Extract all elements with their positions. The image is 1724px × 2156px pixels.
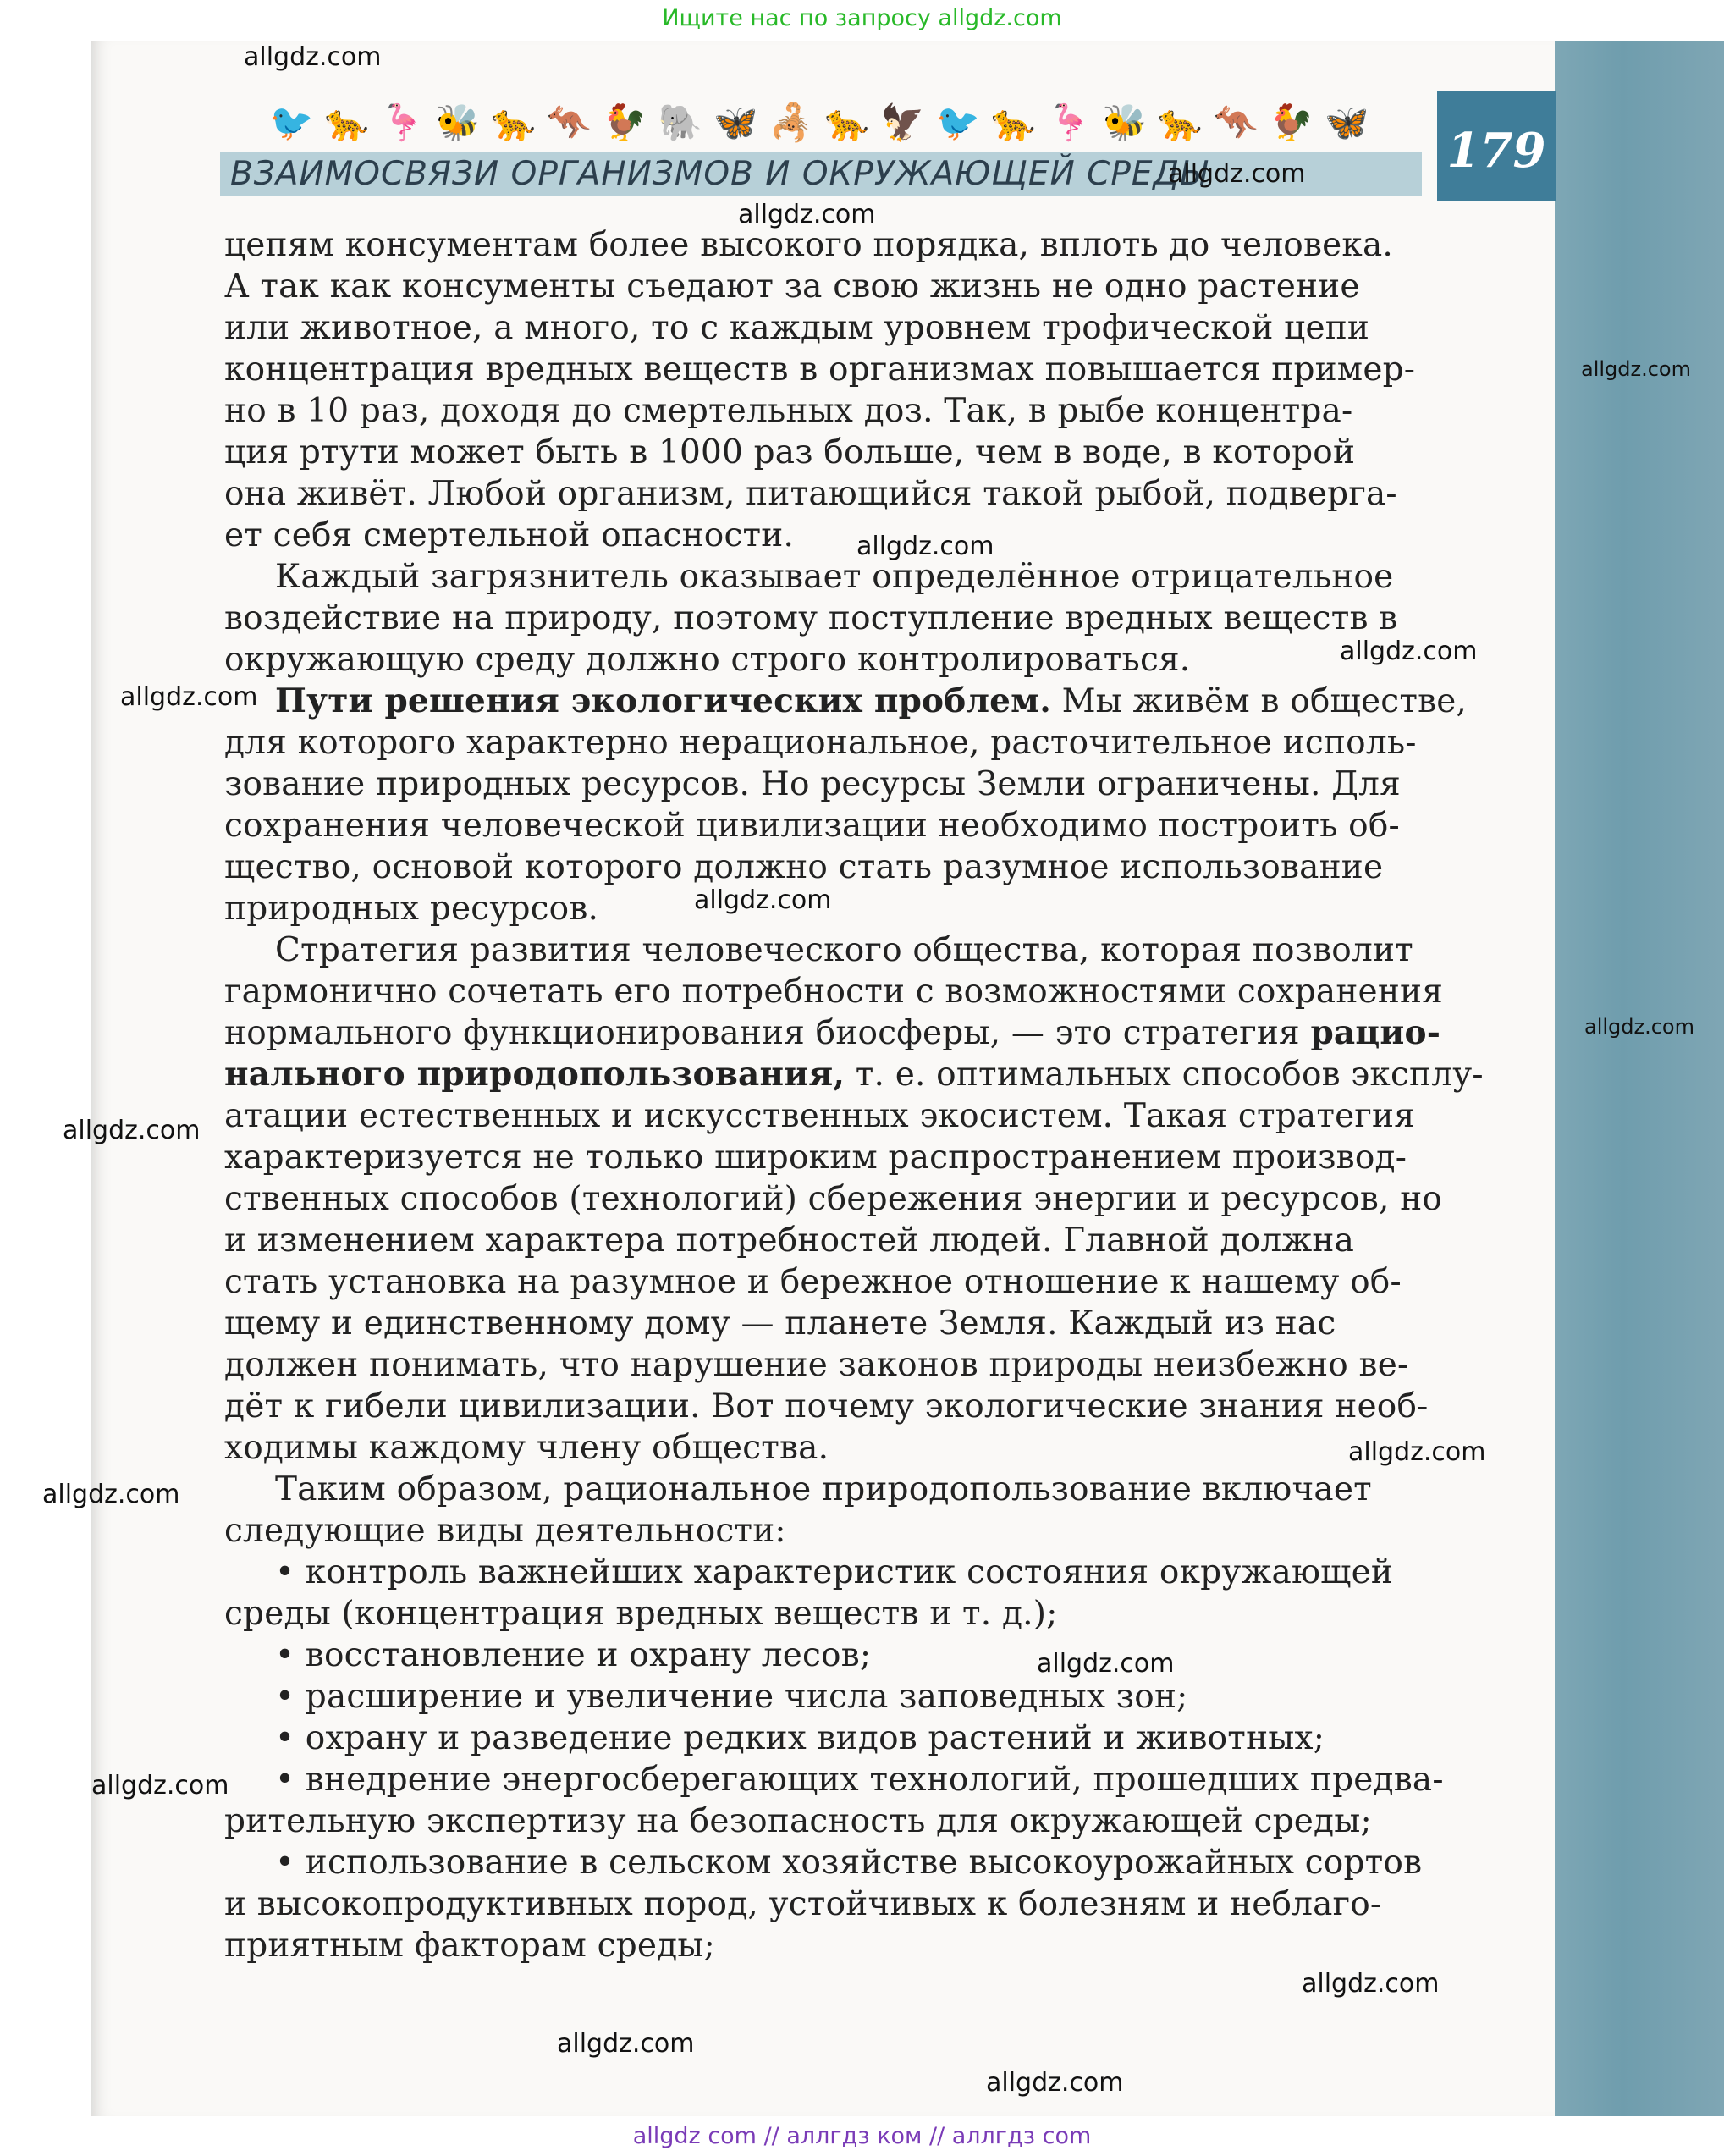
line-text: гармонично сочетать его потребности с возможностями сохранения bbox=[224, 973, 1444, 1011]
line-text: воздействие на природу, поэтому поступление вредных веществ в bbox=[224, 599, 1398, 637]
line-text: нормального функционирования биосферы, — это стратегия bbox=[224, 1014, 1311, 1052]
watermark: allgdz.com bbox=[986, 2068, 1124, 2098]
text-line bbox=[224, 266, 1539, 307]
watermark: allgdz.com bbox=[1302, 1969, 1440, 1999]
line-text: для которого характерно нерациональное, расточительное исполь- bbox=[224, 724, 1417, 762]
text-line bbox=[224, 1469, 1539, 1510]
line-text: приятным факторам среды; bbox=[224, 1927, 715, 1965]
text-line bbox=[224, 1552, 1539, 1593]
line-text: цепям консументам более высокого порядка, вплоть до человека. bbox=[224, 226, 1394, 264]
text-line bbox=[224, 1095, 1539, 1137]
watermark: allgdz.com bbox=[856, 532, 994, 561]
text-line bbox=[224, 1220, 1539, 1261]
right-colored-strip bbox=[1555, 41, 1724, 2116]
line-text: атации естественных и искусственных экосистем. Такая стратегия bbox=[224, 1097, 1416, 1135]
text-line bbox=[224, 224, 1539, 266]
text-line bbox=[224, 805, 1539, 846]
text-line bbox=[224, 1635, 1539, 1676]
text-line bbox=[224, 1137, 1539, 1178]
line-text: т. е. оптимальных способов эксплу- bbox=[845, 1056, 1484, 1094]
text-line bbox=[224, 846, 1539, 888]
line-text: но в 10 раз, доходя до смертельных доз. Так, в рыбе концентра- bbox=[224, 392, 1353, 430]
chapter-title: ВЗАИМОСВЯЗИ ОРГАНИЗМОВ И ОКРУЖАЮЩЕЙ СРЕДЫ bbox=[230, 155, 1208, 193]
text-line bbox=[224, 1012, 1539, 1054]
line-text: ходимы каждому члену общества. bbox=[224, 1429, 829, 1467]
line-text: окружающую среду должно строго контролироваться. bbox=[224, 641, 1191, 679]
text-line bbox=[224, 390, 1539, 432]
text-line bbox=[224, 971, 1539, 1012]
text-line bbox=[224, 1842, 1539, 1883]
text-line bbox=[224, 1054, 1539, 1095]
line-text: она живёт. Любой организм, питающийся такой рыбой, подверга- bbox=[224, 475, 1397, 513]
line-text: характеризуется не только широким распространением производ- bbox=[224, 1139, 1407, 1177]
watermark: allgdz.com bbox=[63, 1116, 201, 1145]
bold-text: нального природопользования, bbox=[224, 1055, 845, 1094]
line-text: следующие виды деятельности: bbox=[224, 1512, 786, 1550]
line-text: дёт к гибели цивилизации. Вот почему экологические знания необ- bbox=[224, 1387, 1429, 1425]
text-line bbox=[224, 1344, 1539, 1386]
line-text: ет себя смертельной опасности. bbox=[224, 516, 795, 554]
text-line bbox=[224, 1676, 1539, 1718]
watermark: allgdz.com bbox=[1584, 1015, 1694, 1039]
text-line bbox=[224, 1303, 1539, 1344]
top-banner: Ищите нас по запросу allgdz.com bbox=[662, 5, 1062, 31]
line-text: должен понимать, что нарушение законов природы неизбежно ве- bbox=[224, 1346, 1409, 1384]
text-line bbox=[224, 1593, 1539, 1635]
line-text: Мы живём в обществе, bbox=[1051, 682, 1468, 720]
watermark: allgdz.com bbox=[120, 682, 258, 712]
page-number-box bbox=[1437, 91, 1556, 201]
line-text: Каждый загрязнитель оказывает определённое отрицательное bbox=[275, 558, 1394, 596]
text-line bbox=[224, 598, 1539, 639]
watermark: allgdz.com bbox=[738, 200, 876, 229]
line-text: природных ресурсов. bbox=[224, 890, 599, 928]
line-text: ственных способов (технологий) сбережения энергии и ресурсов, но bbox=[224, 1180, 1443, 1218]
watermark: allgdz.com bbox=[42, 1480, 180, 1509]
line-text: стать установка на разумное и бережное отношение к нашему об- bbox=[224, 1263, 1402, 1301]
line-text: рительную экспертизу на безопасность для окружающей среды; bbox=[224, 1802, 1372, 1840]
text-line bbox=[224, 1718, 1539, 1759]
bold-text: Пути решения экологических проблем. bbox=[275, 681, 1052, 720]
text-line bbox=[224, 1386, 1539, 1427]
line-text: и высокопродуктивных пород, устойчивых к болезням и неблаго- bbox=[224, 1885, 1382, 1923]
bottom-banner: allgdz com // аллгдз ком // аллгдз com bbox=[632, 2123, 1092, 2149]
line-text: А так как консументы съедают за свою жизнь не одно растение bbox=[224, 267, 1360, 306]
line-text: или животное, а много, то с каждым уровнем трофической цепи bbox=[224, 309, 1370, 347]
line-text: • расширение и увеличение числа заповедных зон; bbox=[275, 1678, 1188, 1716]
line-text: концентрация вредных веществ в организмах повышается пример- bbox=[224, 350, 1416, 389]
watermark: allgdz.com bbox=[1340, 637, 1478, 666]
watermark: allgdz.com bbox=[1581, 357, 1691, 381]
line-text: • охрану и разведение редких видов растений и животных; bbox=[275, 1719, 1325, 1757]
watermark: allgdz.com bbox=[694, 885, 832, 915]
text-line bbox=[224, 473, 1539, 515]
text-line bbox=[224, 1510, 1539, 1552]
line-text: • контроль важнейших характеристик состояния окружающей bbox=[275, 1553, 1394, 1591]
watermark: allgdz.com bbox=[557, 2029, 695, 2059]
text-line bbox=[224, 349, 1539, 390]
watermark: allgdz.com bbox=[91, 1771, 229, 1800]
line-text: среды (концентрация вредных веществ и т. д.); bbox=[224, 1595, 1058, 1633]
line-text: щество, основой которого должно стать разумное использование bbox=[224, 848, 1384, 886]
watermark: allgdz.com bbox=[244, 42, 382, 72]
page-number: 179 bbox=[1446, 123, 1546, 179]
text-line bbox=[224, 888, 1539, 929]
text-line bbox=[224, 432, 1539, 473]
text-line bbox=[224, 929, 1539, 971]
text-line bbox=[224, 1925, 1539, 1966]
line-text: сохранения человеческой цивилизации необходимо построить об- bbox=[224, 807, 1400, 845]
line-text: Стратегия развития человеческого общества, которая позволит bbox=[275, 931, 1413, 969]
line-text: Таким образом, рациональное природопользование включает bbox=[275, 1470, 1372, 1508]
text-line bbox=[224, 1759, 1539, 1800]
line-text: • восстановление и охрану лесов; bbox=[275, 1636, 872, 1674]
text-line bbox=[224, 722, 1539, 764]
text-line bbox=[224, 1178, 1539, 1220]
text-line bbox=[224, 556, 1539, 598]
text-line bbox=[224, 1883, 1539, 1925]
text-line bbox=[224, 764, 1539, 805]
bold-text: рацио- bbox=[1310, 1013, 1441, 1052]
body-text bbox=[224, 224, 1539, 1966]
watermark: allgdz.com bbox=[1037, 1649, 1175, 1679]
text-line bbox=[224, 1800, 1539, 1842]
text-line bbox=[224, 681, 1539, 722]
line-text: • внедрение энергосберегающих технологий, прошедших предва- bbox=[275, 1761, 1444, 1799]
line-text: ция ртути может быть в 1000 раз больше, чем в воде, в которой bbox=[224, 433, 1356, 471]
line-text: зование природных ресурсов. Но ресурсы Земли ограничены. Для bbox=[224, 765, 1401, 803]
text-line bbox=[224, 1261, 1539, 1303]
line-text: • использование в сельском хозяйстве высокоурожайных сортов bbox=[275, 1844, 1423, 1882]
text-line bbox=[224, 1427, 1539, 1469]
animal-decoration-band: 🐦 🐆 🦩 🐝 🐆 🦘 🐓 🐘 🦋 🦂 🐆 🦅 🐦 🐆 🦩 🐝 🐆 🦘 🐓 🦋 bbox=[269, 102, 1369, 143]
text-line bbox=[224, 307, 1539, 349]
line-text: щему и единственному дому — планете Земля. Каждый из нас bbox=[224, 1304, 1336, 1343]
line-text: и изменением характера потребностей людей. Главной должна bbox=[224, 1221, 1355, 1260]
watermark: allgdz.com bbox=[1168, 159, 1306, 189]
watermark: allgdz.com bbox=[1348, 1437, 1486, 1467]
